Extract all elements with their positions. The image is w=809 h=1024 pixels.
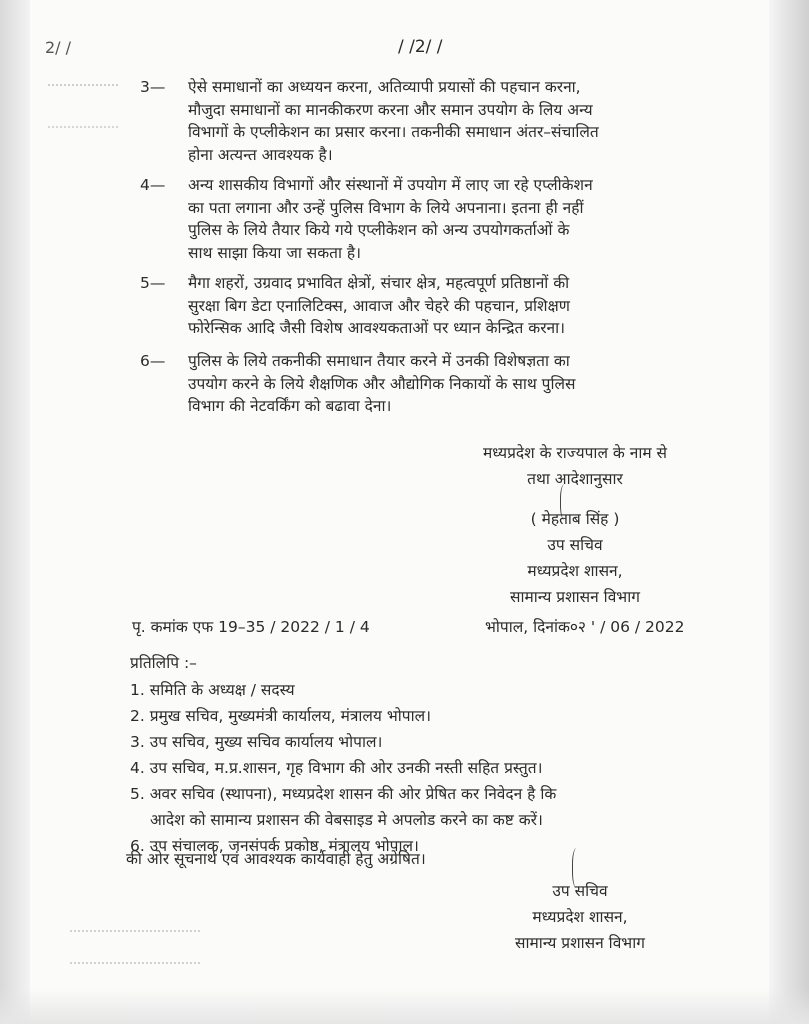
copy-heading: प्रतिलिपि :– [130,654,197,672]
list-item: 2. प्रमुख सचिव, मुख्यमंत्री कार्यालय, मंत्रालय भोपाल। [130,707,431,725]
paragraph-line: का पता लगाना और उन्हें पुलिस विभाग के लिये अपनाना। इतना ही नहीं [188,198,584,217]
point-paragraph [188,76,728,166]
paragraph-line: साथ साझा किया जा सकता है। [188,243,362,262]
signatory-name: ( मेहताब सिंह ) [530,510,620,528]
point-paragraph [188,350,728,418]
paragraph-line: विभाग की नेटवर्किंग को बढावा देना। [188,397,392,415]
point-paragraph [188,272,728,340]
paragraph-line: मैगा शहरों, उग्रवाद प्रभावित क्षेत्रों, संचार क्षेत्र, महत्वपूर्ण प्रतिष्ठानों की [188,274,570,292]
page-shadow-bottom [0,988,809,1024]
signatory-designation: उप सचिव [552,882,608,900]
signatory-block [440,506,710,610]
authority-line: तथा आदेशानुसार [527,470,623,488]
paragraph-line: विभागों के एप्लीकेशन का प्रसार करना। तकनीकी समाधान अंतर–संचालित [188,123,599,141]
point-number: 6— [140,352,166,370]
paragraph-line: पुलिस के लिये तैयार किये गये एप्लीकेशन को अन्य उपयोगकर्ताओं के [188,221,570,239]
paragraph-line: मौजुदा समाधानों का मानकीकरण करना और समान उपयोग के लिय अन्य [188,100,593,119]
copy-list [130,677,556,859]
list-item-continuation: आदेश को सामान्य प्रशासन की वेबसाइड मे अपलोड करने का कष्ट करें। [150,811,543,829]
paragraph-line: अन्य शासकीय विभागों और संस्थानों में उपयोग में लाए जा रहे एप्लीकेशन [188,176,593,194]
authority-line: मध्यप्रदेश के राज्यपाल के नाम से [482,444,668,462]
point-number: 5— [140,274,166,292]
reference-number: पृ. कमांक एफ 19–35 / 2022 / 1 / 4 [132,618,370,636]
signature-block-2 [470,878,690,956]
paragraph-line: पुलिस के लिये तकनीकी समाधान तैयार करने में उनकी विशेषज्ञता का [188,352,570,370]
list-item: 4. उप सचिव, म.प्र.शासन, गृह विभाग की ओर उनकी नस्ती सहित प्रस्तुत। [130,759,543,777]
page-number: / /2/ / [398,37,443,57]
paragraph-line: फोरेन्सिक आदि जैसी विशेष आवश्यकताओं पर ध्यान केन्द्रित करना। [188,319,566,337]
paragraph-line: ऐसे समाधानों का अध्ययन करना, अतिव्यापी प्रयासों की पहचान करना, [188,78,581,96]
list-item: 5. अवर सचिव (स्थापना), मध्यप्रदेश शासन की ओर प्रेषित कर निवेदन है कि [130,785,557,803]
point-paragraph [188,174,728,264]
list-item: 6. उप संचालक, जनसंपर्क प्रकोष्ठ, मंत्रालय भोपाल। [130,837,419,855]
point-number: 3— [140,78,166,96]
page-shadow-left [0,0,30,1024]
signatory-office: मध्यप्रदेश शासन, [532,908,628,926]
paragraph-line: होना अत्यन्त आवश्यक है। [188,145,333,164]
signatory-department: सामान्य प्रशासन विभाग [515,934,645,952]
signatory-office: मध्यप्रदेश शासन, [527,562,623,580]
paragraph-line: सुरक्षा बिग डेटा एनालिटिक्स, आवाज और चेहरे की पहचान, प्रशिक्षण [188,296,570,315]
signatory-department: सामान्य प्रशासन विभाग [510,588,640,606]
closing-line: की ओर सूचनार्थ एवं आवश्यक कार्यवाही हेतु अग्रेषित। [126,850,426,868]
paragraph-line: उपयोग करने के लिये शैक्षणिक और औद्योगिक निकायों के साथ पुलिस [188,374,576,393]
bleed-through-mark [48,84,118,128]
bleed-through-mark [70,930,200,964]
list-item: 3. उप सचिव, मुख्य सचिव कार्यालय भोपाल। [130,733,383,751]
page-shadow-right [769,0,809,1024]
place-date: भोपाल, दिनांक०२ ' / 06 / 2022 [485,618,685,636]
list-item: 1. समिति के अध्यक्ष / सदस्य [130,681,295,699]
signature-block [440,440,710,492]
signatory-designation: उप सचिव [547,536,603,554]
point-number: 4— [140,176,166,194]
page-marker-left: 2/ / [45,38,72,57]
